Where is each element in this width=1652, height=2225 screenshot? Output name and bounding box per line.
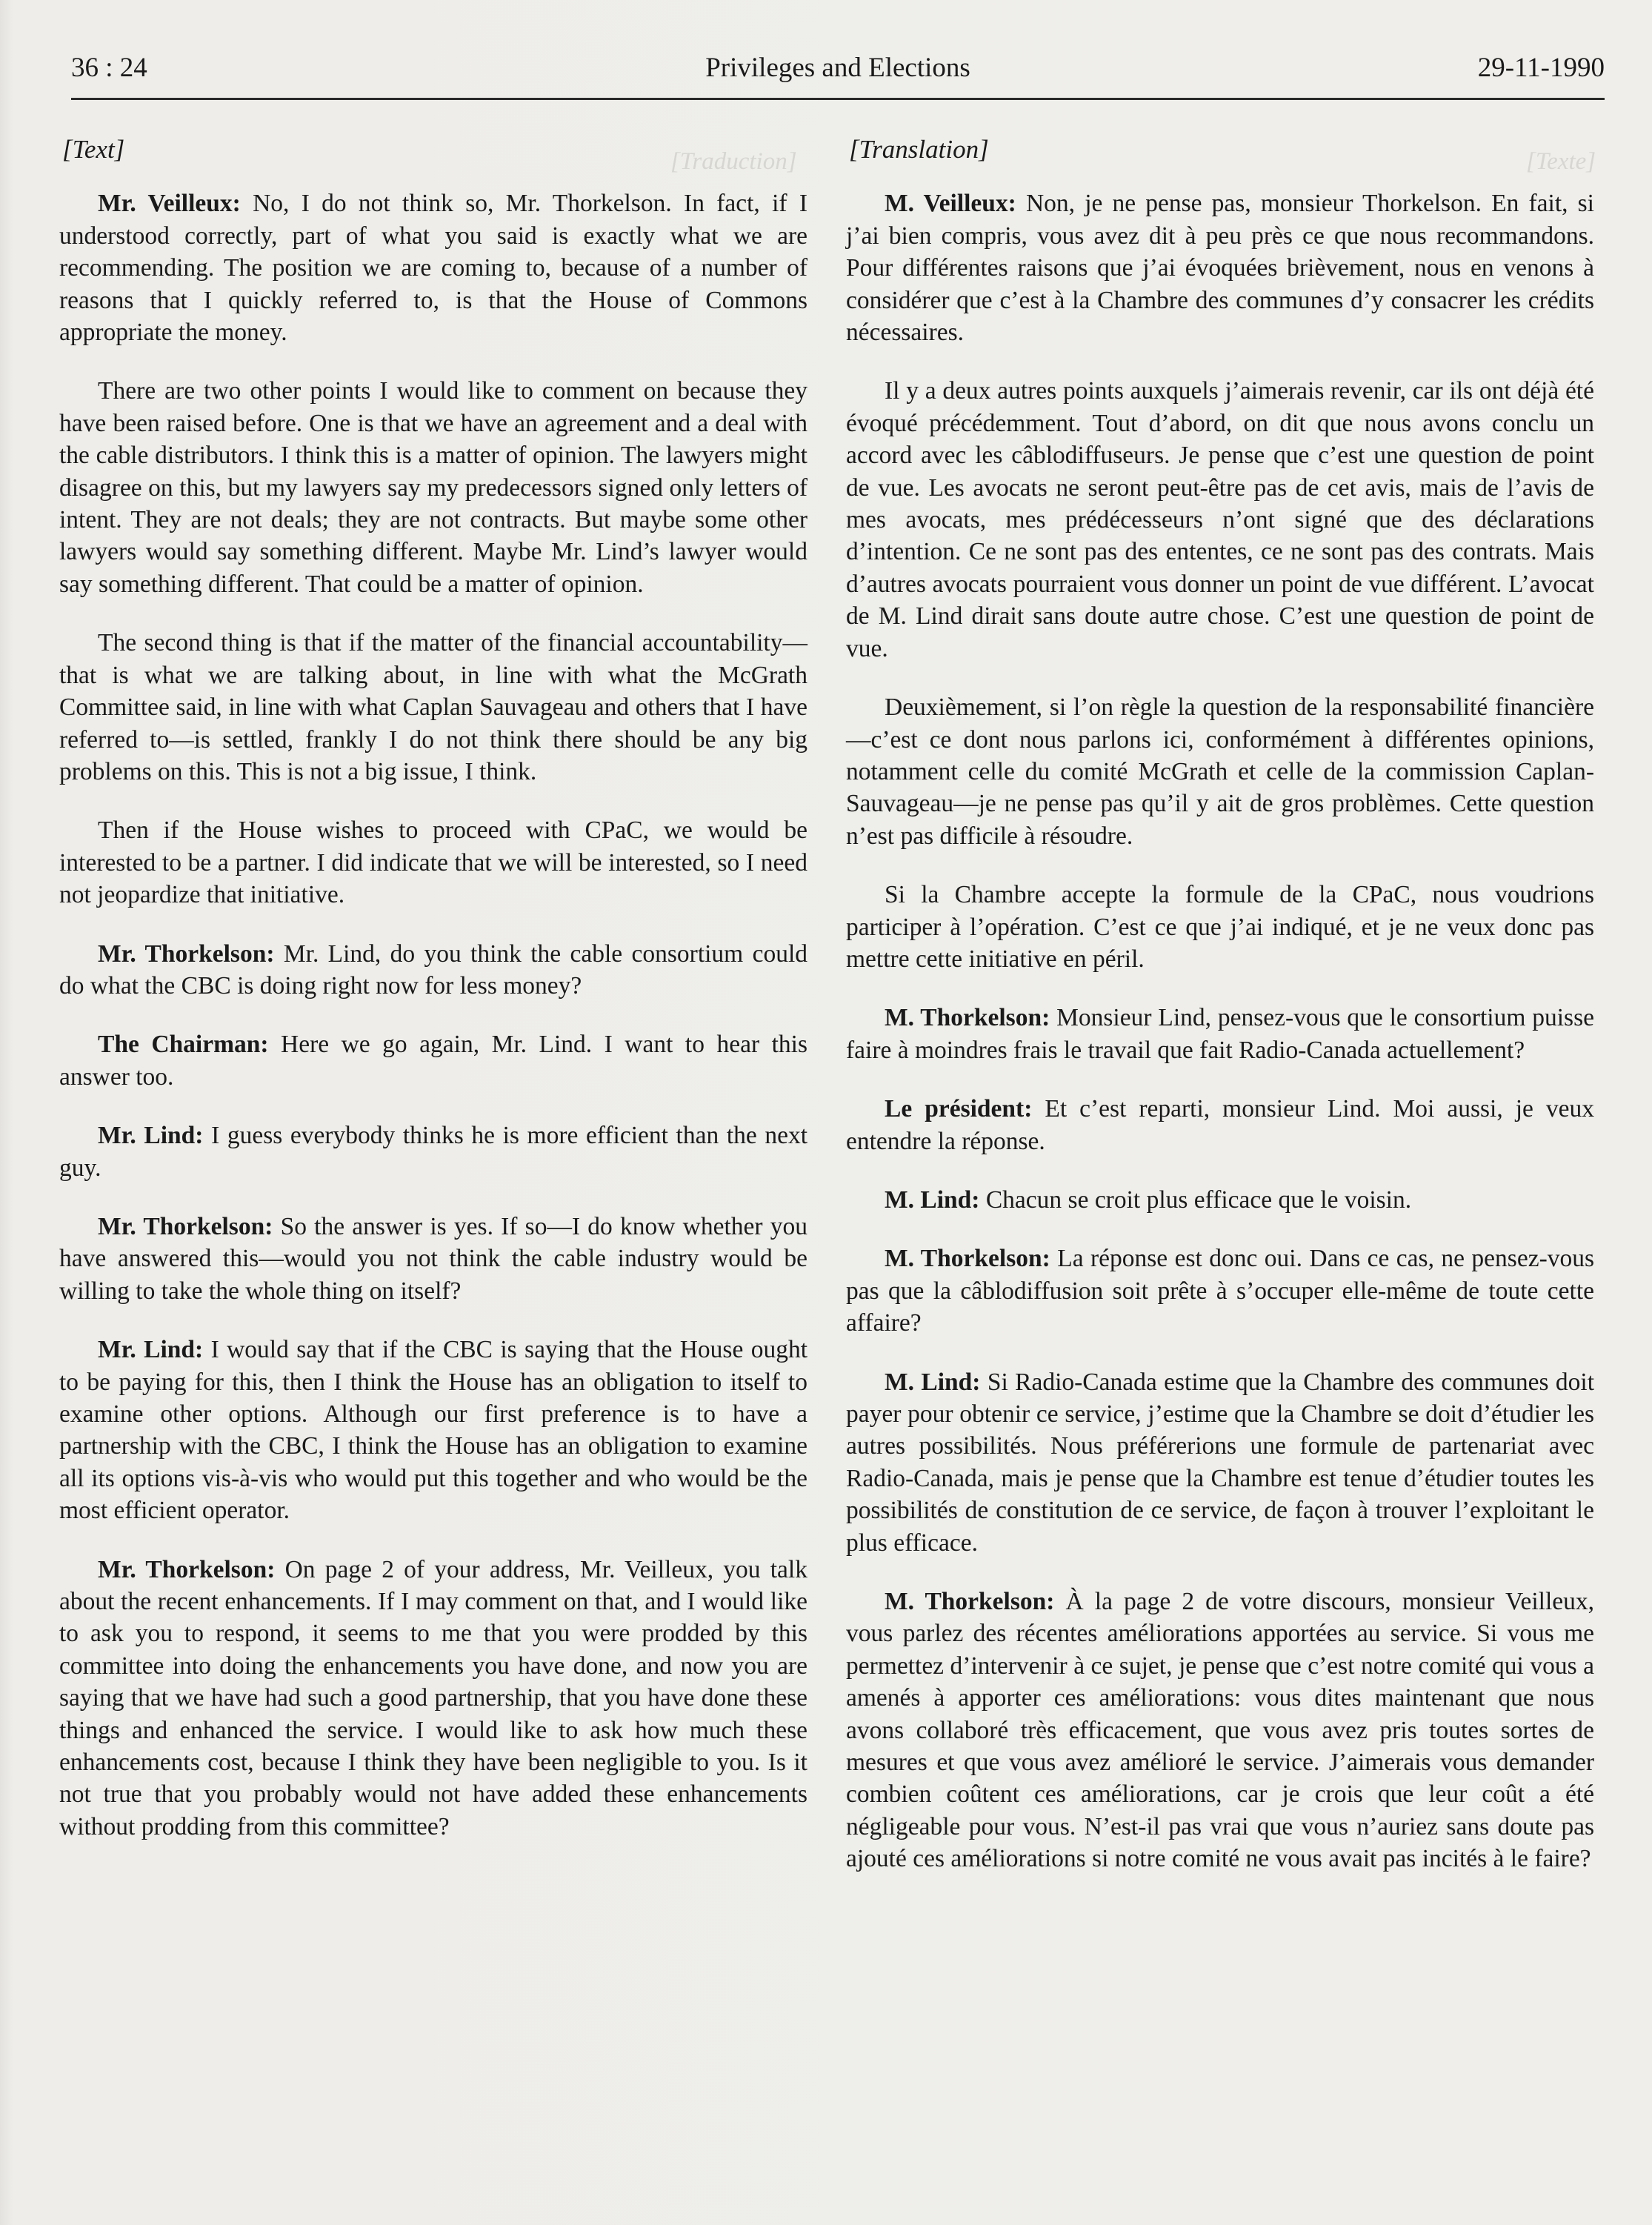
paragraph-text: The second thing is that if the matter of the financial accountability—that is what we are talking about, in line with what the McGrath Committee said, in line with what Caplan Sauvageau and others that I have referred to—is settled, frankly I do not think there should be any big problems on this. This is not a big issue, I think. — [59, 629, 807, 785]
paragraph — [59, 1028, 807, 1093]
paragraph — [846, 1366, 1594, 1559]
paragraph-text: On page 2 of your address, Mr. Veilleux, you talk about the recent enhancements. If I may comment on that, and I would like to ask you to respond, it seems to me that you were prodded by this committee into doing the enhancements you have done, and now you are saying that we have had such a good partnership, that you have done these things and enhanced the service. I would like to ask how much these enhancements cost, because I think they have been negligible to you. Is it not true that you probably would not have added these enhancements without prodding from this committee? — [59, 1555, 807, 1840]
english-paragraphs — [59, 187, 807, 1843]
speaker-name: Mr. Thorkelson: — [98, 1212, 273, 1240]
show-through-label-left: [Traduction] — [670, 148, 797, 175]
paragraph — [59, 375, 807, 600]
french-column — [846, 133, 1594, 1902]
page-title: Privileges and Elections — [705, 53, 970, 83]
speaker-name: Mr. Thorkelson: — [98, 939, 275, 968]
paragraph-text: Chacun se croit plus efficace que le voisin. — [985, 1185, 1412, 1214]
paragraph — [59, 1211, 807, 1307]
paragraph-text: Si la Chambre accepte la formule de la CPaC, nous voudrions participer à l’opération. C’est ce que j’ai indiqué, et je ne veux donc pas mettre cette initiative en péril. — [846, 881, 1594, 973]
paragraph-text: No, I do not think so, Mr. Thorkelson. In fact, if I understood correctly, part of what you said is exactly what we are recommending. The position we are coming to, because of a number of reasons that I quickly referred to, is that the House of Commons appropriate the money. — [59, 190, 808, 347]
paragraph — [59, 1554, 807, 1843]
french-paragraphs — [846, 187, 1594, 1875]
paragraph-text: Here we go again, Mr. Lind. I want to hear this answer too. — [59, 1031, 807, 1091]
paragraph — [59, 187, 807, 348]
speaker-name: M. Thorkelson: — [885, 1588, 1055, 1616]
paragraph-text: So the answer is yes. If so—I do know whether you have answered this—would you not think the cable industry would be willing to take the whole thing on itself? — [59, 1212, 807, 1305]
paragraph — [846, 1243, 1594, 1339]
page-header — [71, 47, 1605, 100]
show-through-label-right: [Texte] — [1526, 148, 1596, 175]
paragraph — [846, 1586, 1594, 1875]
paragraph-text: Monsieur Lind, pensez-vous que le consortium puisse faire à moindres frais le travail que fait Radio-Canada actuellement? — [846, 1004, 1594, 1064]
paragraph — [846, 1093, 1594, 1157]
paragraph — [846, 1184, 1594, 1216]
speaker-name: Mr. Veilleux: — [98, 190, 241, 218]
paragraph — [59, 814, 807, 911]
page-date: 29-11-1990 — [1477, 53, 1605, 83]
paragraph-text: Then if the House wishes to proceed with CPaC, we would be interested to be a partner. I did indicate that we will be interested, so I need not jeopardize that initiative. — [59, 817, 807, 909]
paragraph — [846, 375, 1594, 665]
paragraph-text: There are two other points I would like to comment on because they have been raised before. One is that we have an agreement and a deal with the cable distributors. I think this is a matter of opinion. The lawyers might disagree on this, but my lawyers say my predecessors signed only letters of intent. They are not deals; they are not contracts. But maybe some other lawyers would say something different. Maybe Mr. Lind’s lawyer would say something different. That could be a matter of opinion. — [59, 377, 807, 598]
speaker-name: Mr. Lind: — [98, 1122, 204, 1150]
speaker-name: M. Thorkelson: — [885, 1245, 1050, 1273]
speaker-name: M. Lind: — [885, 1185, 980, 1214]
paragraph-text: Non, je ne pense pas, monsieur Thorkelson. En fait, si j’ai bien compris, vous avez dit à peu près ce que nous recommandons. Pour différentes raisons que j’ai évoquées brièvement, nous en venons à considérer que c’est à la Chambre des communes d’y consacrer les crédits nécessaires. — [846, 190, 1594, 347]
paragraph-text: Mr. Lind, do you think the cable consortium could do what the CBC is doing right now for less money? — [59, 939, 807, 1000]
paragraph — [846, 187, 1594, 348]
speaker-name: M. Lind: — [885, 1368, 981, 1396]
paragraph — [59, 938, 807, 1002]
paragraph-text: Si Radio-Canada estime que la Chambre des communes doit payer pour obtenir ce service, j’estime que la Chambre se doit d’étudier les autres possibilités. Nous préférerions une formule de partenariat avec Radio-Canada, mais je pense que la Chambre est tenue d’étudier toutes les possibilités de constitution de ce service, de façon à trouver l’exploitant le plus efficace. — [846, 1368, 1595, 1557]
speaker-name: The Chairman: — [98, 1031, 269, 1059]
paragraph — [846, 1002, 1594, 1066]
speaker-name: Mr. Thorkelson: — [98, 1555, 276, 1583]
column-label-text: [Text] — [62, 135, 125, 164]
column-label-translation: [Translation] — [849, 135, 989, 164]
paragraph-text: Et c’est reparti, monsieur Lind. Moi aussi, je veux entendre la réponse. — [846, 1095, 1594, 1155]
paragraph-text: La réponse est donc oui. Dans ce cas, ne pensez-vous pas que la câblodiffusion soit prête à s’occuper elle-même de toute cette affaire? — [846, 1245, 1595, 1337]
speaker-name: Mr. Lind: — [98, 1336, 204, 1364]
paragraph — [59, 1120, 807, 1184]
paragraph-text: I would say that if the CBC is saying that the House ought to be paying for this, then I think the House has an obligation to itself to examine other options. Although our first preference is to have a partnership with the CBC, I think the House has an obligation to examine all its options vis-à-vis who would put this together and who would be the most efficient operator. — [59, 1336, 808, 1525]
paragraph-text: I guess everybody thinks he is more efficient than the next guy. — [59, 1122, 808, 1182]
paragraph — [59, 1334, 807, 1526]
speaker-name: Le président: — [885, 1095, 1033, 1123]
paragraph-text: Il y a deux autres points auxquels j’aimerais revenir, car ils ont déjà été évoqué précédemment. Tout d’abord, on dit que nous avons conclu un accord avec les câblodiffuseurs. Je pense que c’est une question de point de vue. Les avocats ne seront peut-être pas de cet avis, mais de l’avis de mes avocats, mes prédécesseurs n’ont signé que des déclarations d’intention. Ce ne sont pas des ententes, ce ne sont pas des contrats. Mais d’autres avocats pourraient vous donner un point de vue différent. L’avocat de M. Lind dirait sans doute autre chose. C’est une question de point de vue. — [846, 377, 1594, 662]
paragraph — [846, 691, 1594, 852]
page-number: 36 : 24 — [71, 53, 147, 83]
speaker-name: M. Veilleux: — [885, 190, 1016, 218]
paragraph — [846, 879, 1594, 975]
paragraph — [59, 627, 807, 788]
english-column — [59, 133, 807, 1869]
paragraph-text: Deuxièmement, si l’on règle la question de la responsabilité financière—c’est ce dont nous parlons ici, conformément à différentes opinions, notamment celle du comité McGrath et celle de la commission Caplan-Sauvageau—je ne pense pas qu’il y ait de gros problèmes. Cette question n’est pas difficile à résoudre. — [846, 694, 1594, 850]
speaker-name: M. Thorkelson: — [885, 1004, 1050, 1032]
paragraph-text: À la page 2 de votre discours, monsieur Veilleux, vous parlez des récentes améliorations apportées au service. Si vous me permettez d’intervenir à ce sujet, je pense que c’est notre comité qui vous a amenés à apporter ces améliorations: vous dites maintenant que nous avons collaboré très efficacement, que vous avez pris toutes sortes de mesures et que vous avez amélioré le service. J’aimerais vous demander combien coûtent ces améliorations, car je crois que leur coût a été négligeable pour vous. N’est-il pas vrai que vous n’auriez sans doute pas ajouté ces améliorations si notre comité ne vous avait pas incités à le faire? — [846, 1588, 1594, 1873]
